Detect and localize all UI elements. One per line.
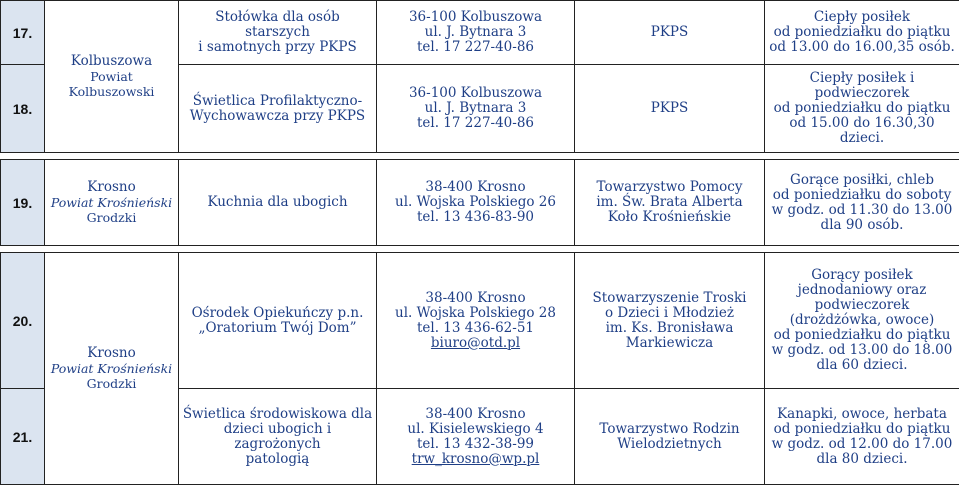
location-cell xyxy=(45,253,179,485)
address-cell: 36-100 Kolbuszowa ul. J. Bytnara 3 tel. 17 227-40-86 xyxy=(377,1,575,65)
organization-cell: Towarzystwo Rodzin Wielodzietnych xyxy=(575,389,765,485)
help-cell: Ciepły posiłek i podwieczorek od poniedziałku do piątku od 15.00 do 16.30,30 dzieci. xyxy=(765,65,959,153)
institution-name: Kuchnia dla ubogich xyxy=(179,160,377,246)
address-cell: 38-400 Krosno ul. Wojska Polskiego 28 tel. 13 436-62-51 biuro@otd.pl xyxy=(377,253,575,389)
help-cell: Gorący posiłek jednodaniowy oraz podwieczorek (drożdżówka, owoce) od poniedziałku do piątku w godz. od 13.00 do 18.00 dla 60 dzieci. xyxy=(765,253,959,389)
city-name: Krosno xyxy=(87,179,136,195)
row-number: 20. xyxy=(1,253,45,389)
section-gap xyxy=(1,153,959,160)
section-gap xyxy=(1,246,959,253)
row-number: 18. xyxy=(1,65,45,153)
organization-cell: Towarzystwo Pomocy im. Św. Brata Alberta Koło Krośnieńskie xyxy=(575,160,765,246)
district-name: Powiat Krośnieński xyxy=(50,361,173,376)
table-row xyxy=(1,1,959,65)
location-cell xyxy=(45,160,179,246)
organization-cell: PKPS xyxy=(575,65,765,153)
institution-name: Świetlica środowiskowa dla dzieci ubogich i zagrożonych patologią xyxy=(179,389,377,485)
address-cell: 38-400 Krosno ul. Kisielewskiego 4 tel. 13 432-38-99 trw_krosno@wp.pl xyxy=(377,389,575,485)
district-name: Powiat Krośnieński xyxy=(50,195,173,210)
help-cell: Gorące posiłki, chleb od poniedziałku do soboty w godz. od 11.30 do 13.00 dla 90 osób. xyxy=(765,160,959,246)
help-cell: Kanapki, owoce, herbata od poniedziałku do piątku w godz. od 12.00 do 17.00 dla 80 dzieci. xyxy=(765,389,959,485)
organization-cell: Stowarzyszenie Troski o Dzieci i Młodzież im. Ks. Bronisława Markiewicza xyxy=(575,253,765,389)
email-link[interactable]: trw_krosno@wp.pl xyxy=(411,450,540,467)
city-name: Krosno xyxy=(87,345,136,361)
organization-cell: PKPS xyxy=(575,1,765,65)
institution-name: Ośrodek Opiekuńczy p.n. „Oratorium Twój Dom” xyxy=(179,253,377,389)
row-number: 19. xyxy=(1,160,45,246)
institution-name: Stołówka dla osób starszych i samotnych przy PKPS xyxy=(179,1,377,65)
address-cell: 36-100 Kolbuszowa ul. J. Bytnara 3 tel. 17 227-40-86 xyxy=(377,65,575,153)
institution-name: Świetlica Profilaktyczno- Wychowawcza przy PKPS xyxy=(179,65,377,153)
district-type: Grodzki xyxy=(86,376,137,391)
city-name: Kolbuszowa xyxy=(70,53,153,69)
address-cell: 38-400 Krosno ul. Wojska Polskiego 26 tel. 13 436-83-90 xyxy=(377,160,575,246)
email-link[interactable]: biuro@otd.pl xyxy=(430,334,521,351)
location-cell xyxy=(45,1,179,153)
help-cell: Ciepły posiłek od poniedziałku do piątku od 13.00 do 16.00,35 osób. xyxy=(765,1,959,65)
table-row xyxy=(1,253,959,389)
row-number: 17. xyxy=(1,1,45,65)
row-number: 21. xyxy=(1,389,45,485)
district-name: Powiat Kolbuszowski xyxy=(68,69,155,99)
table-row xyxy=(1,160,959,246)
district-type: Grodzki xyxy=(86,210,137,225)
